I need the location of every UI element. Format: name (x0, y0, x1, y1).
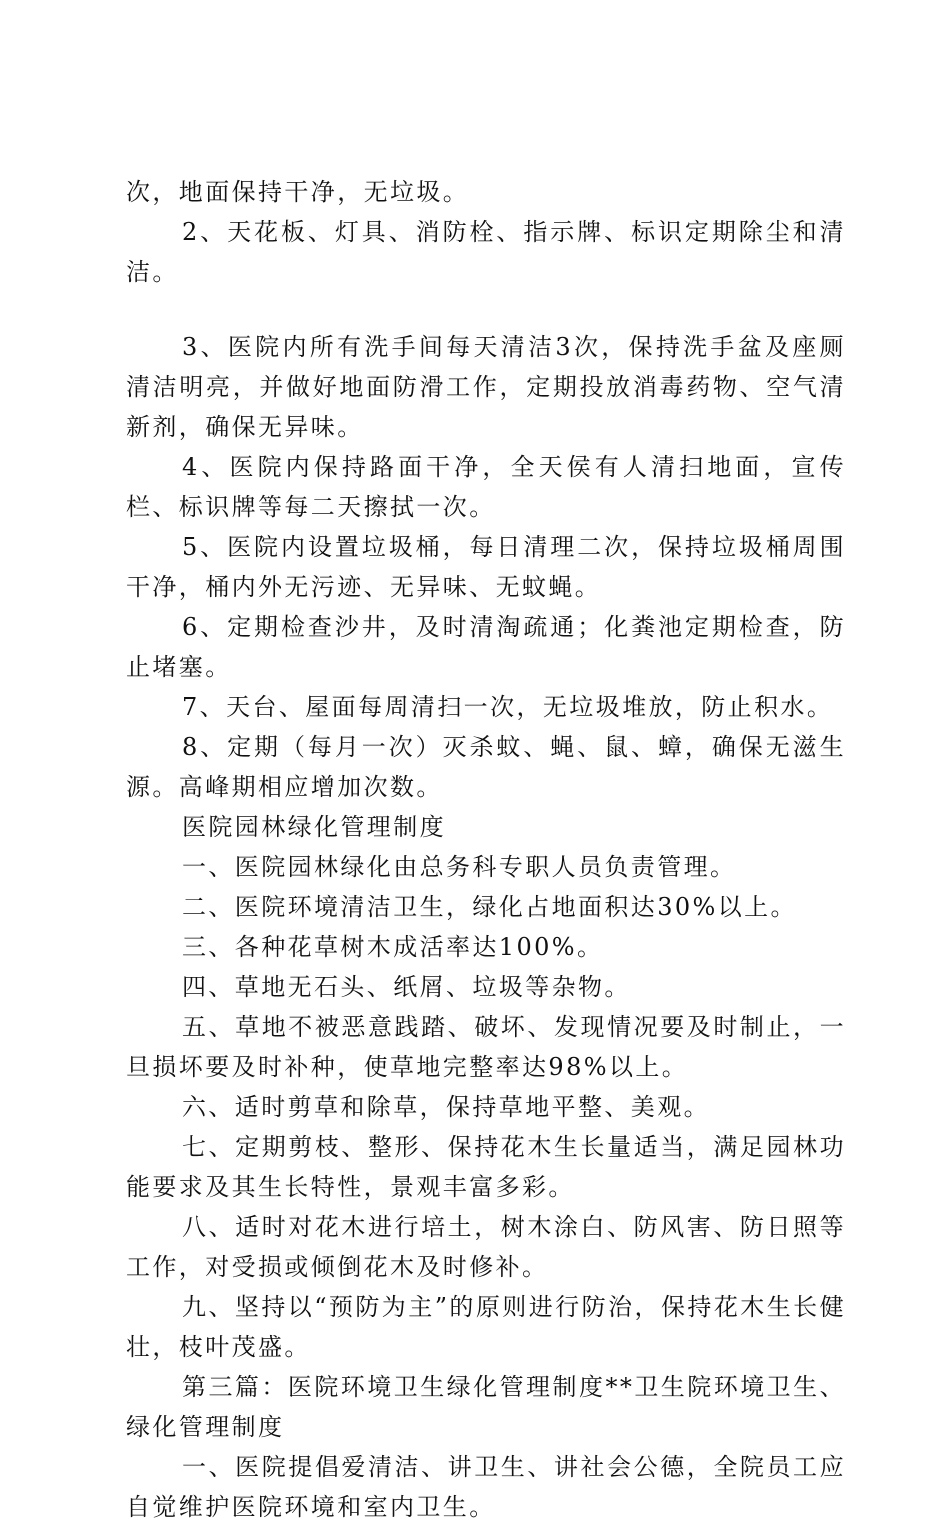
greening-rule-7: 七、定期剪枝、整形、保持花木生长量适当，满足园林功能要求及其生长特性，景观丰富多彩。 (126, 1133, 846, 1201)
greening-rule-6: 六、适时剪草和除草，保持草地平整、美观。 (182, 1093, 710, 1121)
greening-rule-3: 三、各种花草树木成活率达100%。 (182, 933, 604, 961)
section-heading-greening: 医院园林绿化管理制度 (182, 813, 446, 841)
greening-rule-4: 四、草地无石头、纸屑、垃圾等杂物。 (182, 973, 631, 1001)
paragraph-item-8: 8、定期（每月一次）灭杀蚊、蝇、鼠、蟑，确保无滋生源。高峰期相应增加次数。 (126, 733, 846, 801)
greening-rule-5: 五、草地不被恶意践踏、破坏、发现情况要及时制止，一旦损坏要及时补种，使草地完整率达98%以上。 (126, 1013, 846, 1081)
greening-rule-9: 九、坚持以“预防为主”的原则进行防治，保持花木生长健壮，枝叶茂盛。 (126, 1293, 846, 1361)
greening-rule-8: 八、适时对花木进行培土，树木涂白、防风害、防日照等工作，对受损或倾倒花木及时修补。 (126, 1213, 846, 1281)
greening-rule-2: 二、医院环境清洁卫生，绿化占地面积达30%以上。 (182, 893, 797, 921)
greening-rule-1: 一、医院园林绿化由总务科专职人员负责管理。 (182, 853, 737, 881)
paragraph-item-2: 2、天花板、灯具、消防栓、指示牌、标识定期除尘和清洁。 (126, 218, 846, 286)
paragraph-item-5: 5、医院内设置垃圾桶，每日清理二次，保持垃圾桶周围干净，桶内外无污迹、无异味、无蚊蝇。 (126, 533, 846, 601)
paragraph-item-4: 4、医院内保持路面干净，全天侯有人清扫地面，宣传栏、标识牌等每二天擦拭一次。 (126, 453, 846, 521)
document-body (126, 172, 846, 1527)
paragraph-item-6: 6、定期检查沙井，及时清淘疏通；化粪池定期检查，防止堵塞。 (126, 613, 846, 681)
paragraph-item-7: 7、天台、屋面每周清扫一次，无垃圾堆放，防止积水。 (182, 693, 834, 721)
section-heading-part-three: 第三篇：医院环境卫生绿化管理制度**卫生院环境卫生、绿化管理制度 (126, 1373, 846, 1441)
paragraph-continuation: 次，地面保持干净，无垃圾。 (126, 178, 470, 206)
paragraph-item-3: 3、医院内所有洗手间每天清洁3次，保持洗手盆及座厕清洁明亮，并做好地面防滑工作，定期投放消毒药物、空气清新剂，确保无异味。 (126, 333, 846, 441)
part-three-rule-1: 一、医院提倡爱清洁、讲卫生、讲社会公德，全院员工应自觉维护医院环境和室内卫生。 (126, 1453, 846, 1521)
